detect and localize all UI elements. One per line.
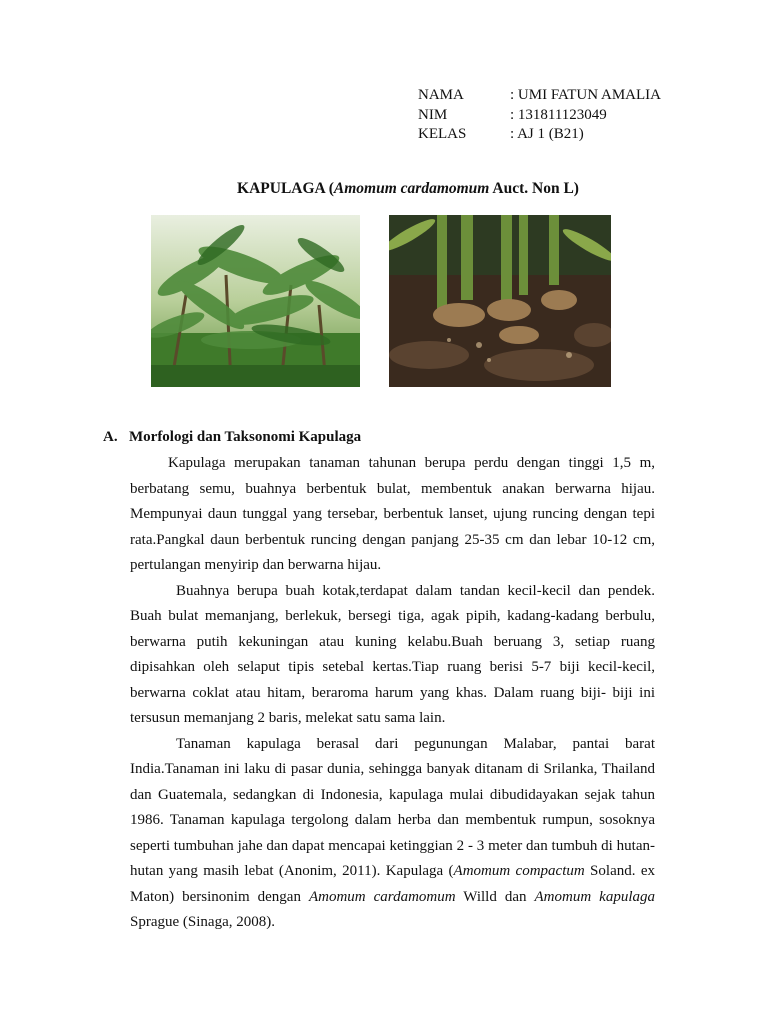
body-text (130, 451, 655, 936)
document-title (0, 180, 768, 198)
paragraph-3 (130, 732, 655, 936)
paragraph-1: Kapulaga merupakan tanaman tahunan berupa perdu dengan tinggi 1,5 m, berbatang semu, buahnya berbentuk bulat, membentuk anakan berwarna hijau. Mempunyai daun tunggal yang tersebar, berbentuk lanset, ujung runcing dengan tepi rata.Pangkal daun berbentuk runcing dengan panjang 25-35 cm dan lebar 10-12 cm, pertulangan menyirip dan berwarna hijau. (130, 455, 655, 573)
nim-label: NIM (418, 106, 448, 123)
paragraph-3-text-a: Tanaman kapulaga berasal dari pegunungan Malabar, pantai barat India.Tanaman ini laku di pasar dunia, sehingga banyak ditanam di Srilanka, Thailand dan Guatemala, sedangkan di Indonesia, kapulaga mulai dibudidayakan sejak tahun 1986. Tanaman kapulaga tergolong dalam herba dan membentuk rumpun, sosoknya seperti tumbuhan jahe dan dapat mencapai ketinggian 2 - 3 meter dan tumbuh di hutan-hutan yang masih lebat (Anonim, 2011). Kapulaga ( (130, 735, 655, 879)
nim-value: : 131811123049 (510, 106, 607, 123)
section-title: Morfologi dan Taksonomi Kapulaga (129, 429, 362, 445)
paragraph-3-scientific-name-2: Amomum cardamomum (308, 888, 456, 905)
identity-row-kelas (418, 125, 661, 145)
photo-cardamom-rhizome (389, 215, 611, 387)
paragraph-3-scientific-name-3: Amomum kapulaga (534, 888, 655, 905)
kelas-value: : AJ 1 (B21) (510, 126, 584, 142)
student-identity (418, 86, 661, 145)
identity-row-nama (418, 86, 661, 106)
section-heading (103, 429, 361, 446)
paragraph-3-scientific-name-1: Amomum compactum (453, 863, 585, 879)
kelas-label: KELAS (418, 126, 467, 142)
section-letter: A. (103, 429, 118, 445)
photo-cardamom-plants (151, 215, 360, 387)
title-suffix: Auct. Non L) (489, 180, 579, 197)
paragraph-3-text-c: Soland. ex Maton) bersinonim dengan (130, 863, 655, 905)
paragraph-2: Buahnya berupa buah kotak,terdapat dalam tandan kecil-kecil dan pendek. Buah bulat memanjang, berlekuk, bersegi tiga, agak pipih, kadang-kadang berbulu, berwarna putih kekuningan atau kuning kelabu.Buah beruang 3, setiap ruang dipisahkan oleh selaput tipis setebal kertas.Tiap ruang berisi 5-7 biji kecil-kecil, berwarna coklat atau hitam, beraroma harum yang khas. Dalam ruang biji- biji ini tersusun memanjang 2 baris, melekat satu sama lain. (130, 582, 655, 726)
paragraph-3-text-g: Sprague (Sinaga, 2008). (130, 914, 275, 930)
title-scientific-name: Amomum cardamomum (333, 180, 490, 197)
identity-row-nim (418, 106, 661, 126)
nama-value: : UMI FATUN AMALIA (510, 87, 661, 103)
nama-label: NAMA (418, 87, 464, 103)
paragraph-3-text-e: Willd dan (455, 888, 535, 905)
title-prefix: KAPULAGA ( (237, 180, 334, 197)
